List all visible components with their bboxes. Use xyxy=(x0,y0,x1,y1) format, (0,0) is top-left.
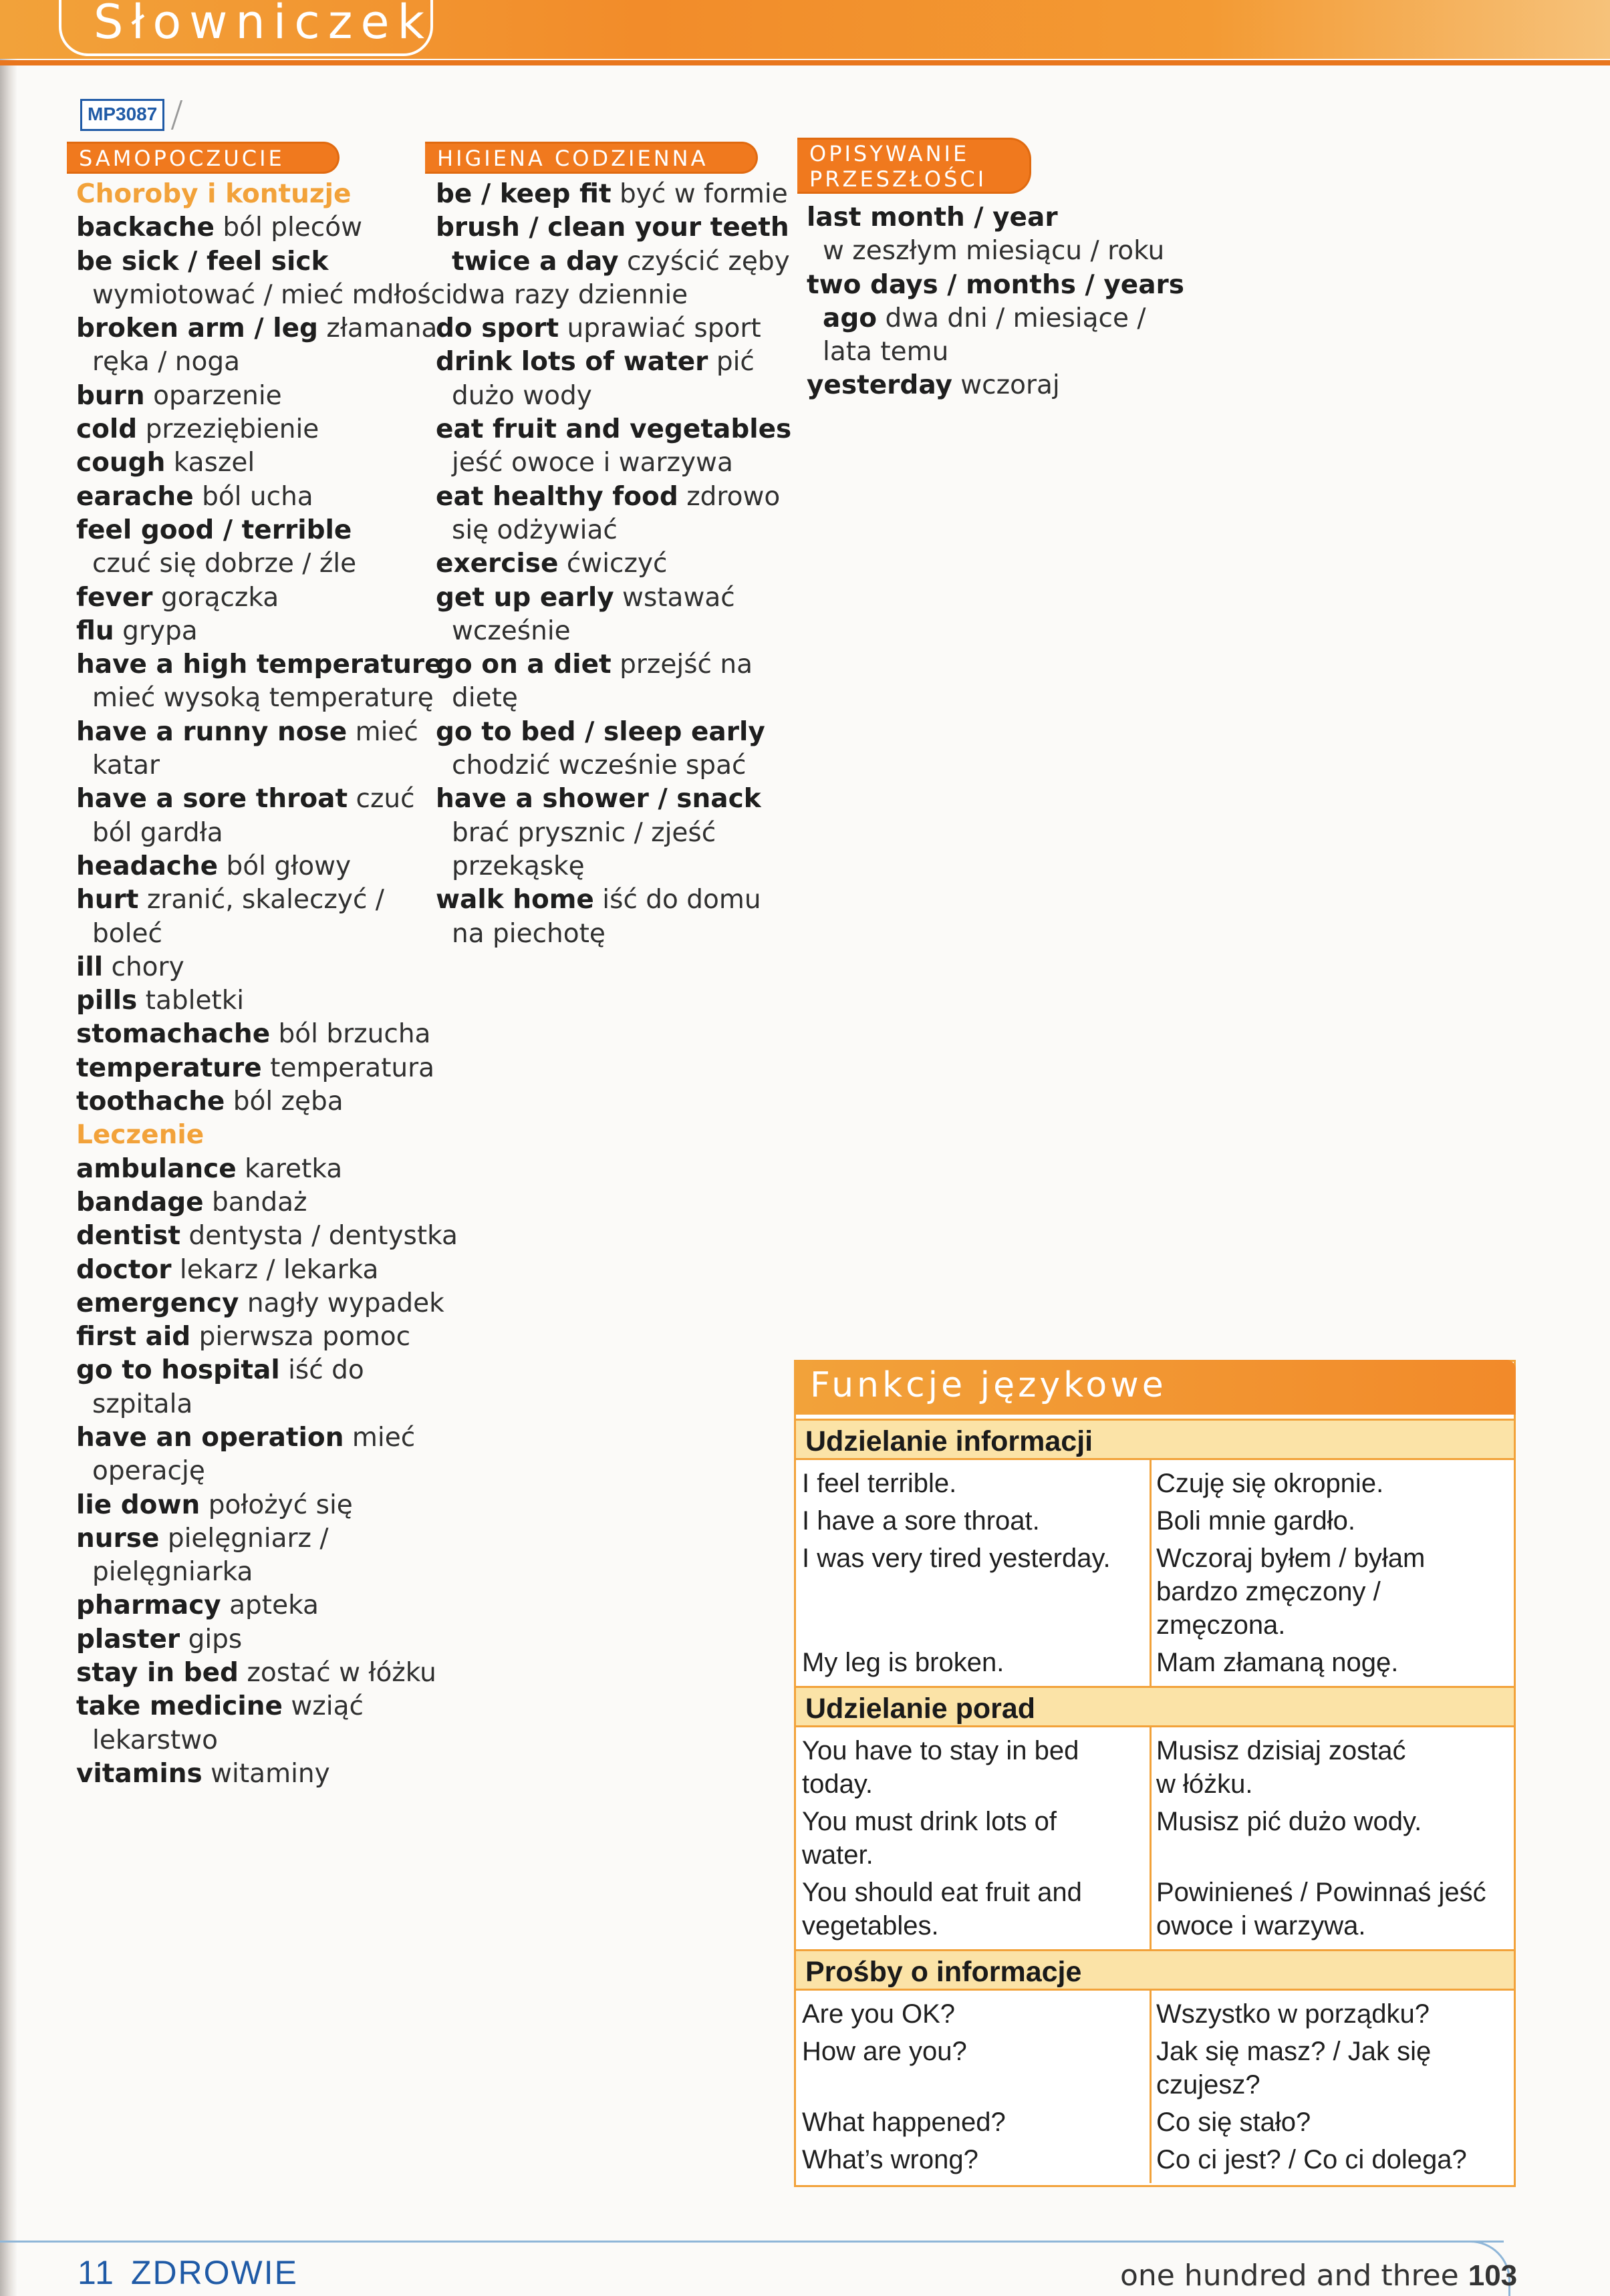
vocab-translation: pielęgniarz / xyxy=(167,1523,329,1554)
vocab-term: flu xyxy=(76,615,114,646)
vocab-line xyxy=(76,1085,458,1119)
vocab-translation: ręka / noga xyxy=(92,347,240,378)
vocab-translation: zdrowo xyxy=(686,481,781,512)
vocab-term: have a runny nose xyxy=(76,716,348,747)
vocab-translation: być w formie xyxy=(620,179,788,209)
vocab-translation: oparzenie xyxy=(153,380,282,411)
vocab-translation: lekarstwo xyxy=(92,1725,219,1755)
vocab-translation: witaminy xyxy=(211,1758,330,1789)
phrase-polish: Co się stało? xyxy=(1156,2108,1311,2137)
vocab-line xyxy=(76,1388,458,1421)
vocab-translation: wymiotować / mieć mdłości xyxy=(92,279,452,310)
vocab-line xyxy=(76,984,458,1018)
vocab-term: earache xyxy=(76,481,194,512)
vocab-line xyxy=(436,345,791,379)
vocab-translation: mieć wysoką temperaturę xyxy=(92,683,434,714)
vocab-line xyxy=(436,480,791,514)
vocab-term: lie down xyxy=(76,1489,200,1520)
vocab-line xyxy=(76,1623,458,1657)
vocab-line xyxy=(807,201,1184,235)
vocab-line xyxy=(76,1018,458,1051)
vocab-term: ambulance xyxy=(76,1153,237,1184)
phrase-english: How are you? xyxy=(802,2037,967,2066)
phrase-polish: Wczoraj byłem / byłam xyxy=(1156,1544,1426,1573)
phrase-polish: Jak się masz? / Jak się xyxy=(1156,2037,1432,2066)
vocab-term: ill xyxy=(76,952,104,982)
phrase-polish: owoce i warzywa. xyxy=(1156,1911,1366,1941)
vocab-term: pharmacy xyxy=(76,1590,221,1621)
vocab-line xyxy=(76,178,458,211)
phrase-polish: bardzo zmęczony / xyxy=(1156,1577,1381,1606)
phrase-polish: Co ci jest? / Co ci dolega? xyxy=(1156,2145,1467,2174)
vocab-term: get up early xyxy=(436,582,614,613)
phrase-polish: czujesz? xyxy=(1156,2070,1260,2100)
phrase-english: What happened? xyxy=(802,2108,1006,2137)
book-spine-shadow xyxy=(0,0,17,2296)
vocab-term: emergency xyxy=(76,1288,239,1318)
audio-track-badge: MP3087 xyxy=(80,99,164,131)
vocab-term: feel good / terrible xyxy=(76,515,352,545)
vocab-translation: wstawać xyxy=(622,582,735,613)
vocab-line xyxy=(76,917,458,951)
vocab-line xyxy=(76,1219,458,1253)
vocab-translation: apteka xyxy=(229,1590,319,1621)
vocab-line xyxy=(76,1455,458,1488)
vocab-line xyxy=(76,951,458,984)
vocab-translation: temperatura xyxy=(270,1052,435,1083)
vocab-line xyxy=(76,446,458,480)
vocab-translation: operację xyxy=(92,1456,205,1487)
vocab-term: dentist xyxy=(76,1221,180,1252)
vocab-term: have a sore throat xyxy=(76,784,348,815)
vocab-translation: ból brzucha xyxy=(278,1019,431,1050)
footer-unit xyxy=(78,2253,298,2292)
vocab-term: first aid xyxy=(76,1322,191,1352)
vocab-line xyxy=(76,279,458,312)
vocab-term: be / keep fit xyxy=(436,179,612,209)
vocab-translation: ćwiczyć xyxy=(566,549,668,579)
vocab-term: yesterday xyxy=(807,370,952,401)
vocab-term: ago xyxy=(823,303,878,333)
vocab-subheading: Choroby i kontuzje xyxy=(76,179,352,209)
vocab-line xyxy=(76,1690,458,1723)
header-underline xyxy=(0,60,1610,65)
function-section-heading: Prośby o informacje xyxy=(796,1949,1514,1991)
vocab-translation: wziąć xyxy=(291,1691,364,1722)
vocab-line xyxy=(436,883,791,917)
vocab-translation: nagły wypadek xyxy=(247,1288,444,1318)
vocab-term: twice a day xyxy=(452,246,619,277)
vocab-column-opisywanie xyxy=(807,201,1184,403)
vocab-line xyxy=(76,1589,458,1622)
vocab-column-higiena xyxy=(436,178,791,951)
vocab-translation: w zeszłym miesiącu / roku xyxy=(823,236,1165,267)
phrase-english: I have a sore throat. xyxy=(802,1506,1040,1536)
vocab-line xyxy=(436,211,791,245)
vocab-line xyxy=(436,782,791,816)
vocab-line xyxy=(76,413,458,446)
vocab-term: temperature xyxy=(76,1052,262,1083)
vocab-translation: iść do domu xyxy=(602,885,761,915)
vocab-translation: zranić, skaleczyć / xyxy=(146,885,384,915)
vocab-term: hurt xyxy=(76,885,139,915)
vocab-translation: lekarz / lekarka xyxy=(179,1254,379,1285)
vocab-line xyxy=(436,749,791,782)
vocab-line xyxy=(76,883,458,917)
vocab-line xyxy=(436,279,791,312)
vocab-line xyxy=(76,1522,458,1556)
vocab-translation: dwa razy dziennie xyxy=(452,279,688,310)
vocab-translation: złamana xyxy=(326,313,438,344)
vocab-term: vitamins xyxy=(76,1758,203,1789)
vocab-line xyxy=(436,312,791,345)
phrase-english: water. xyxy=(802,1840,874,1870)
column-divider xyxy=(1150,1991,1152,2183)
phrase-english: today. xyxy=(802,1769,873,1799)
vocab-line xyxy=(76,380,458,413)
vocab-translation: gips xyxy=(188,1624,243,1655)
vocab-line xyxy=(76,749,458,782)
vocab-line xyxy=(76,1657,458,1690)
vocab-line xyxy=(76,1119,458,1152)
vocab-line xyxy=(436,682,791,715)
vocab-translation: się odżywiać xyxy=(452,515,618,545)
vocab-term: walk home xyxy=(436,885,594,915)
vocab-line xyxy=(436,850,791,883)
vocab-translation: chory xyxy=(111,952,184,982)
vocab-translation: lata temu xyxy=(823,337,949,368)
vocab-line xyxy=(436,380,791,413)
vocab-translation: chodzić wcześnie spać xyxy=(452,750,747,781)
badge-divider xyxy=(171,100,182,130)
vocab-line xyxy=(76,782,458,816)
vocab-term: doctor xyxy=(76,1254,172,1285)
vocab-term: cold xyxy=(76,414,138,445)
vocab-line xyxy=(436,413,791,446)
vocab-term: eat healthy food xyxy=(436,481,678,512)
vocab-line xyxy=(76,1556,458,1589)
vocab-line xyxy=(76,1724,458,1757)
vocab-translation: tabletki xyxy=(145,986,245,1016)
vocab-term: two days / months / years xyxy=(807,269,1184,300)
phrase-english: vegetables. xyxy=(802,1911,939,1941)
vocab-line xyxy=(76,1153,458,1186)
vocab-translation: boleć xyxy=(92,918,162,949)
vocab-translation: katar xyxy=(92,750,160,781)
vocab-line xyxy=(807,369,1184,402)
vocab-line xyxy=(76,1354,458,1387)
vocab-term: drink lots of water xyxy=(436,347,708,378)
unit-number: 11 xyxy=(78,2254,115,2291)
section-heading-samopoczucie: SAMOPOCZUCIE xyxy=(67,142,340,174)
vocab-line xyxy=(76,1757,458,1791)
vocab-line xyxy=(76,547,458,581)
vocab-line xyxy=(436,178,791,211)
page-number: 103 xyxy=(1468,2259,1518,2292)
phrase-english: You must drink lots of xyxy=(802,1807,1057,1836)
vocab-translation: na piechotę xyxy=(452,918,606,949)
vocab-line xyxy=(76,581,458,615)
vocab-column-samopoczucie xyxy=(76,178,458,1791)
vocab-translation: bandaż xyxy=(212,1187,307,1217)
vocab-term: burn xyxy=(76,380,145,411)
vocab-line xyxy=(436,581,791,615)
vocab-translation: mieć xyxy=(352,1422,416,1453)
vocab-line xyxy=(76,682,458,715)
vocab-translation: pić xyxy=(716,347,755,378)
vocab-line xyxy=(76,1320,458,1354)
vocab-line xyxy=(76,1421,458,1455)
section-heading-opisywanie: OPISYWANIE PRZESZŁOŚCI xyxy=(797,138,1031,194)
vocab-translation: gorączka xyxy=(160,582,279,613)
vocab-translation: kaszel xyxy=(173,448,255,478)
vocab-translation: przeziębienie xyxy=(145,414,319,445)
phrase-polish: Wszystko w porządku? xyxy=(1156,1999,1430,2029)
vocab-translation: ból gardła xyxy=(92,817,223,848)
phrase-english: You have to stay in bed xyxy=(802,1736,1079,1765)
phrase-english: Are you OK? xyxy=(802,1999,956,2029)
vocab-translation: pierwsza pomoc xyxy=(198,1322,411,1352)
vocab-line xyxy=(807,269,1184,302)
vocab-translation: mieć xyxy=(355,716,418,747)
vocab-translation: wcześnie xyxy=(452,615,571,646)
vocab-translation: przejść na xyxy=(620,650,753,680)
vocab-translation: uprawiać sport xyxy=(567,313,761,344)
vocab-line xyxy=(807,302,1184,335)
vocab-term: nurse xyxy=(76,1523,160,1554)
vocab-term: toothache xyxy=(76,1087,225,1117)
vocab-term: have a shower / snack xyxy=(436,784,761,815)
vocab-term: eat fruit and vegetables xyxy=(436,414,792,445)
phrase-polish: Musisz dzisiaj zostać xyxy=(1156,1736,1406,1765)
vocab-line xyxy=(436,514,791,547)
vocab-translation: czuć się dobrze / źle xyxy=(92,549,357,579)
vocab-line xyxy=(436,245,791,279)
language-functions-title: Funkcje językowe xyxy=(794,1360,1516,1415)
footer-rule xyxy=(0,2241,1504,2243)
vocab-term: brush / clean your teeth xyxy=(436,212,789,243)
vocab-line xyxy=(76,1287,458,1320)
vocab-translation: przekąskę xyxy=(452,851,585,881)
vocab-translation: dwa dni / miesiące / xyxy=(885,303,1146,333)
vocab-line xyxy=(807,235,1184,268)
vocab-translation: iść do xyxy=(288,1355,364,1386)
vocab-term: have an operation xyxy=(76,1422,344,1453)
page-title: Słowniczek xyxy=(94,0,433,49)
vocab-term: backache xyxy=(76,212,215,243)
vocab-translation: czyścić zęby xyxy=(626,246,790,277)
vocab-subheading: Leczenie xyxy=(76,1120,205,1151)
phrase-polish: Powinieneś / Powinnaś jeść xyxy=(1156,1878,1486,1907)
phrase-english: I was very tired yesterday. xyxy=(802,1544,1111,1573)
phrase-english: You should eat fruit and xyxy=(802,1878,1082,1907)
vocab-term: be sick / feel sick xyxy=(76,246,329,277)
vocab-translation: grypa xyxy=(122,615,198,646)
function-section-heading: Udzielanie informacji xyxy=(796,1419,1514,1460)
vocab-translation: karetka xyxy=(245,1153,343,1184)
vocab-line xyxy=(76,345,458,379)
vocab-line xyxy=(436,615,791,648)
vocab-translation: szpitala xyxy=(92,1389,193,1419)
vocab-translation: dużo wody xyxy=(452,380,592,411)
vocab-translation: ból zęba xyxy=(233,1087,344,1117)
vocab-translation: ból głowy xyxy=(226,851,352,881)
phrase-english: What’s wrong? xyxy=(802,2145,978,2174)
vocab-term: headache xyxy=(76,851,219,881)
phrase-polish: Mam złamaną nogę. xyxy=(1156,1648,1399,1677)
vocab-translation: wczoraj xyxy=(960,370,1060,401)
vocab-line xyxy=(76,211,458,245)
vocab-translation: pielęgniarka xyxy=(92,1557,253,1588)
phrase-english: I feel terrible. xyxy=(802,1469,957,1498)
vocab-translation: brać prysznic / zjeść xyxy=(452,817,716,848)
phrase-polish: Boli mnie gardło. xyxy=(1156,1506,1355,1536)
vocab-line xyxy=(76,648,458,682)
vocab-translation: czuć xyxy=(356,784,415,815)
vocab-line xyxy=(807,335,1184,369)
vocab-term: last month / year xyxy=(807,202,1058,233)
vocab-line xyxy=(76,850,458,883)
vocab-line xyxy=(76,1489,458,1522)
vocab-line xyxy=(436,446,791,480)
vocab-line xyxy=(436,547,791,581)
vocab-line xyxy=(76,817,458,850)
vocab-translation: ból ucha xyxy=(202,481,313,512)
vocab-translation: jeść owoce i warzywa xyxy=(452,448,733,478)
vocab-translation: dietę xyxy=(452,683,518,714)
phrase-polish: Czuję się okropnie. xyxy=(1156,1469,1384,1498)
vocab-term: take medicine xyxy=(76,1691,283,1722)
vocab-translation: położyć się xyxy=(208,1489,353,1520)
vocab-translation: ból pleców xyxy=(223,212,362,243)
vocab-line xyxy=(436,817,791,850)
vocab-line xyxy=(436,648,791,682)
vocab-term: plaster xyxy=(76,1624,180,1655)
vocab-term: stay in bed xyxy=(76,1658,239,1689)
column-divider xyxy=(1150,1460,1152,1686)
vocab-term: exercise xyxy=(436,549,559,579)
vocab-line xyxy=(76,615,458,648)
vocab-line xyxy=(76,245,458,279)
phrase-english: My leg is broken. xyxy=(802,1648,1004,1677)
vocab-term: go to bed / sleep early xyxy=(436,716,765,747)
vocab-term: fever xyxy=(76,582,153,613)
vocab-line xyxy=(76,480,458,514)
vocab-line xyxy=(436,716,791,749)
phrase-polish: w łóżku. xyxy=(1156,1769,1253,1799)
vocab-term: go to hospital xyxy=(76,1355,280,1386)
footer-page xyxy=(1120,2259,1517,2293)
vocab-line xyxy=(76,514,458,547)
vocab-line xyxy=(76,1052,458,1085)
section-heading-higiena: HIGIENA CODZIENNA xyxy=(425,142,758,174)
vocab-line xyxy=(76,716,458,749)
vocab-term: go on a diet xyxy=(436,650,612,680)
vocab-translation: zostać w łóżku xyxy=(247,1658,436,1689)
vocab-line xyxy=(76,1254,458,1287)
vocab-line xyxy=(76,1186,458,1219)
vocab-line xyxy=(76,312,458,345)
function-section-heading: Udzielanie porad xyxy=(796,1686,1514,1727)
vocab-term: broken arm / leg xyxy=(76,313,318,344)
phrase-polish: zmęczona. xyxy=(1156,1610,1286,1640)
vocab-term: bandage xyxy=(76,1187,204,1217)
vocab-translation: dentysta / dentystka xyxy=(188,1221,458,1252)
vocab-term: do sport xyxy=(436,313,559,344)
unit-name: ZDROWIE xyxy=(130,2254,298,2291)
vocab-line xyxy=(436,917,791,951)
vocab-term: cough xyxy=(76,448,166,478)
phrase-polish: Musisz pić dużo wody. xyxy=(1156,1807,1422,1836)
vocab-term: have a high temperature xyxy=(76,650,442,680)
vocab-term: stomachache xyxy=(76,1019,271,1050)
vocab-term: pills xyxy=(76,986,138,1016)
page-number-words: one hundred and three xyxy=(1120,2259,1459,2293)
column-divider xyxy=(1150,1727,1152,1949)
